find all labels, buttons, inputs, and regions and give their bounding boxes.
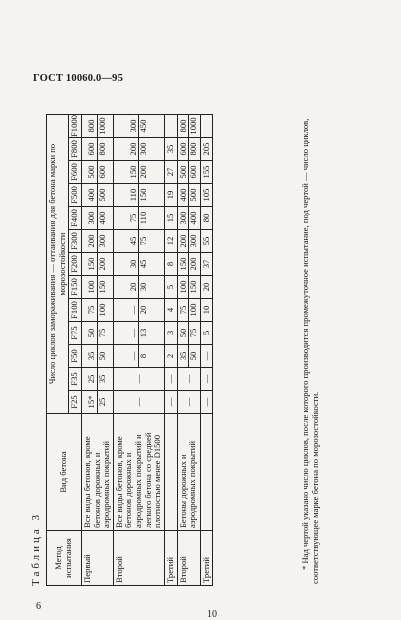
cell-value xyxy=(200,368,213,391)
cell-value-part: 300 xyxy=(179,207,190,229)
header-method: Метод испытания xyxy=(47,531,82,586)
cell-value-part: 20 xyxy=(200,282,211,292)
grade-header: F50 xyxy=(69,345,82,368)
cell-kind: Бетоны дорожных и аэродромных покрытий xyxy=(177,414,200,531)
cell-value-part: 150 xyxy=(96,280,107,294)
page-number-center: 10 xyxy=(207,609,217,620)
cell-value-part: — xyxy=(129,345,140,367)
cell-method: Второй xyxy=(113,531,164,586)
cell-value-part: 5 xyxy=(200,330,211,336)
cell-value xyxy=(113,299,164,322)
cell-value-part: 600 xyxy=(179,138,190,160)
cell-value xyxy=(200,276,213,299)
cell-value-part: 600 xyxy=(188,165,199,179)
cell-value-part: 35 xyxy=(179,345,190,367)
cell-value xyxy=(164,391,177,414)
cell-value xyxy=(81,207,113,230)
cell-value xyxy=(200,345,213,368)
cell-value-part: 3 xyxy=(164,330,175,336)
cell-value-part: — xyxy=(129,299,140,321)
cell-value-part: 300 xyxy=(188,234,199,248)
cell-value xyxy=(200,207,213,230)
cell-value xyxy=(81,184,113,207)
cell-value-part: 300 xyxy=(138,142,149,156)
cell-value-part: 8 xyxy=(164,261,175,267)
cell-method: Первый xyxy=(81,531,113,586)
cell-value xyxy=(177,368,200,391)
cell-value xyxy=(81,115,113,138)
cell-value xyxy=(81,253,113,276)
cell-value-part: 150 xyxy=(179,253,190,275)
cell-value-part: 75 xyxy=(129,207,140,229)
cell-value-part: 105 xyxy=(200,188,211,202)
cell-value-part: 400 xyxy=(179,184,190,206)
cell-value-part: 800 xyxy=(179,115,190,137)
cell-value-part: 450 xyxy=(138,119,149,133)
cell-value xyxy=(81,345,113,368)
table-body xyxy=(81,115,213,586)
cell-value xyxy=(164,253,177,276)
cell-value-part: 600 xyxy=(87,138,98,160)
cell-value-part: 25 xyxy=(96,397,107,407)
cell-value xyxy=(81,322,113,345)
cell-value-part: 100 xyxy=(87,276,98,298)
cell-value-part: 1000 xyxy=(96,117,107,135)
grade-header: F300 xyxy=(69,230,82,253)
table-row xyxy=(164,115,177,586)
cell-value-part: 30 xyxy=(129,253,140,275)
cell-value-part: 15* xyxy=(87,391,98,413)
cell-value-part: 400 xyxy=(87,184,98,206)
cell-value-part: 500 xyxy=(179,161,190,183)
cell-value-part: 200 xyxy=(138,165,149,179)
cell-value-part: 800 xyxy=(96,142,107,156)
cell-value xyxy=(177,253,200,276)
cell-value xyxy=(177,391,200,414)
cell-value-part: 50 xyxy=(87,322,98,344)
cell-value xyxy=(200,115,213,138)
cell-value-part: 12 xyxy=(164,236,175,246)
cell-value-part: 15 xyxy=(164,213,175,223)
cell-value xyxy=(113,138,164,161)
cell-value xyxy=(81,391,113,414)
cell-value-part: 50 xyxy=(179,322,190,344)
cell-value-part: — xyxy=(182,374,193,384)
cell-value xyxy=(177,207,200,230)
grade-header: F100 xyxy=(69,299,82,322)
cell-value-part: 300 xyxy=(129,115,140,137)
cell-value-part: 25 xyxy=(87,368,98,390)
header-kind: Вид бетона xyxy=(47,414,82,531)
cell-value-part: 150 xyxy=(138,188,149,202)
cell-value-part: — xyxy=(164,397,175,407)
cell-value xyxy=(113,345,164,368)
cell-kind: Все виды бетонов, кроме бетонов дорожных и аэродромных покрытий xyxy=(81,414,113,531)
cell-value xyxy=(164,115,177,138)
cell-value xyxy=(200,299,213,322)
cell-value-part: 110 xyxy=(138,211,149,225)
cell-value-part: 200 xyxy=(179,230,190,252)
cell-value-part: 2 xyxy=(164,353,175,359)
grade-header: F400 xyxy=(69,207,82,230)
cell-value xyxy=(164,138,177,161)
cell-value-part: 30 xyxy=(138,282,149,292)
cell-value-part: 75 xyxy=(96,328,107,338)
cell-value-part: 400 xyxy=(188,211,199,225)
cell-value-part: 45 xyxy=(129,230,140,252)
cell-value-part: 13 xyxy=(138,328,149,338)
grade-header: F200 xyxy=(69,253,82,276)
cell-value xyxy=(164,184,177,207)
cell-value xyxy=(113,253,164,276)
table-header-row xyxy=(47,115,69,586)
grade-header: F500 xyxy=(69,184,82,207)
cell-value-part: 10 xyxy=(200,305,211,315)
cell-value-part: 75 xyxy=(138,236,149,246)
cell-value-part: 800 xyxy=(87,115,98,137)
cell-value xyxy=(177,138,200,161)
cell-value xyxy=(200,391,213,414)
cell-value-part: — xyxy=(200,351,211,361)
cell-method: Третий xyxy=(164,531,177,586)
cell-value xyxy=(81,161,113,184)
cell-value xyxy=(113,322,164,345)
cell-value-part: 35 xyxy=(164,144,175,154)
cell-value-part: 800 xyxy=(188,142,199,156)
cell-value-part: 75 xyxy=(179,299,190,321)
cell-value-part: 300 xyxy=(87,207,98,229)
cell-value-part: 100 xyxy=(188,303,199,317)
cell-value-part: 500 xyxy=(188,188,199,202)
cell-value xyxy=(113,184,164,207)
cell-value-part: 55 xyxy=(200,236,211,246)
table-row xyxy=(200,115,213,586)
table-row xyxy=(177,115,200,586)
cell-value-part: 19 xyxy=(164,190,175,200)
cell-value-part: 27 xyxy=(164,167,175,177)
cell-value-part: 155 xyxy=(200,165,211,179)
grade-header: F600 xyxy=(69,161,82,184)
cell-value-part: 75 xyxy=(188,328,199,338)
cell-kind xyxy=(200,414,213,531)
grade-header: F25 xyxy=(69,391,82,414)
page-number-left: 6 xyxy=(36,601,41,612)
cell-value xyxy=(177,115,200,138)
cell-value xyxy=(164,276,177,299)
cell-value-part: 150 xyxy=(129,161,140,183)
cell-method: Третий xyxy=(200,531,213,586)
cell-value xyxy=(200,230,213,253)
cell-kind xyxy=(164,414,177,531)
cell-value-part: 20 xyxy=(138,305,149,315)
grade-header: F1000 xyxy=(69,115,82,138)
cell-value xyxy=(177,276,200,299)
cell-value xyxy=(81,299,113,322)
cell-value-part: — xyxy=(164,374,175,384)
cell-value xyxy=(200,138,213,161)
cell-value-part: 100 xyxy=(96,303,107,317)
grade-header: F800 xyxy=(69,138,82,161)
cell-value xyxy=(164,161,177,184)
cell-value xyxy=(81,230,113,253)
cell-value-part: 600 xyxy=(96,165,107,179)
cell-value-part: 8 xyxy=(138,353,149,359)
cell-value-part: 5 xyxy=(164,284,175,290)
cell-value xyxy=(200,253,213,276)
cell-value xyxy=(164,322,177,345)
cell-value-part: — xyxy=(200,397,211,407)
cell-value-part: 500 xyxy=(87,161,98,183)
cell-value xyxy=(164,299,177,322)
cell-value-part: 4 xyxy=(164,307,175,313)
cell-value xyxy=(113,207,164,230)
cell-value xyxy=(177,161,200,184)
cell-value xyxy=(113,368,164,391)
cell-value xyxy=(177,230,200,253)
cell-value-part: 37 xyxy=(200,259,211,269)
cell-value xyxy=(113,161,164,184)
cell-value xyxy=(177,322,200,345)
cell-value-part: — xyxy=(133,374,143,384)
cell-value xyxy=(113,391,164,414)
cell-value-part: 100 xyxy=(179,276,190,298)
frost-resistance-table xyxy=(46,114,213,586)
cell-value xyxy=(164,368,177,391)
cell-value xyxy=(177,345,200,368)
grade-header: F150 xyxy=(69,276,82,299)
cell-value-part: 35 xyxy=(96,374,107,384)
table-label: Таблица 3 xyxy=(30,511,42,586)
cell-value xyxy=(200,161,213,184)
cell-value-part: 205 xyxy=(200,142,211,156)
cell-value-part: 50 xyxy=(96,351,107,361)
cell-value-part: 35 xyxy=(87,345,98,367)
table-row xyxy=(113,115,164,586)
cell-value xyxy=(81,368,113,391)
table-row xyxy=(81,115,113,586)
cell-kind: Все виды бетонов, кроме бетонов дорожных и аэродромных покрытий и легкого бетона со средней плотностью менее D1500 xyxy=(113,414,164,531)
cell-value-part: — xyxy=(133,397,143,407)
cell-value-part: 200 xyxy=(129,138,140,160)
cell-value xyxy=(113,115,164,138)
cell-value-part: — xyxy=(182,397,193,407)
cell-value-part: 200 xyxy=(188,257,199,271)
cell-value-part: 200 xyxy=(96,257,107,271)
document-header: ГОСТ 10060.0—95 xyxy=(33,73,124,84)
cell-value xyxy=(164,345,177,368)
rotated-table-block xyxy=(30,98,342,586)
header-cycles-group: Число циклов замораживания — оттаивания для бетона марки по морозостойкости xyxy=(47,115,69,414)
cell-value-part: 300 xyxy=(96,234,107,248)
cell-value xyxy=(177,184,200,207)
cell-method: Второй xyxy=(177,531,200,586)
cell-value xyxy=(164,230,177,253)
cell-value xyxy=(113,230,164,253)
cell-value xyxy=(113,276,164,299)
cell-value-part: 1000 xyxy=(188,117,199,135)
cell-value xyxy=(177,299,200,322)
cell-value-part: 500 xyxy=(96,188,107,202)
grade-header: F75 xyxy=(69,322,82,345)
cell-value-part: 150 xyxy=(87,253,98,275)
cell-value-part: — xyxy=(200,374,211,384)
cell-value-part: 400 xyxy=(96,211,107,225)
cell-value-part: 80 xyxy=(200,213,211,223)
table-footnote: * Над чертой указано число циклов, после которого производится промежуточное испытание, под чертой — число циклов, соответствующее марке бетона по морозостойкости. xyxy=(300,118,321,584)
cell-value xyxy=(81,138,113,161)
cell-value-part: 75 xyxy=(87,299,98,321)
cell-value-part: 50 xyxy=(188,351,199,361)
cell-value-part: 20 xyxy=(129,276,140,298)
cell-value-part: — xyxy=(129,322,140,344)
cell-value xyxy=(164,207,177,230)
cell-value-part: 110 xyxy=(129,184,140,206)
grade-header: F35 xyxy=(69,368,82,391)
cell-value xyxy=(200,322,213,345)
cell-value-part: 45 xyxy=(138,259,149,269)
cell-value-part: 150 xyxy=(188,280,199,294)
cell-value xyxy=(81,276,113,299)
cell-value-part: 200 xyxy=(87,230,98,252)
cell-value xyxy=(200,184,213,207)
